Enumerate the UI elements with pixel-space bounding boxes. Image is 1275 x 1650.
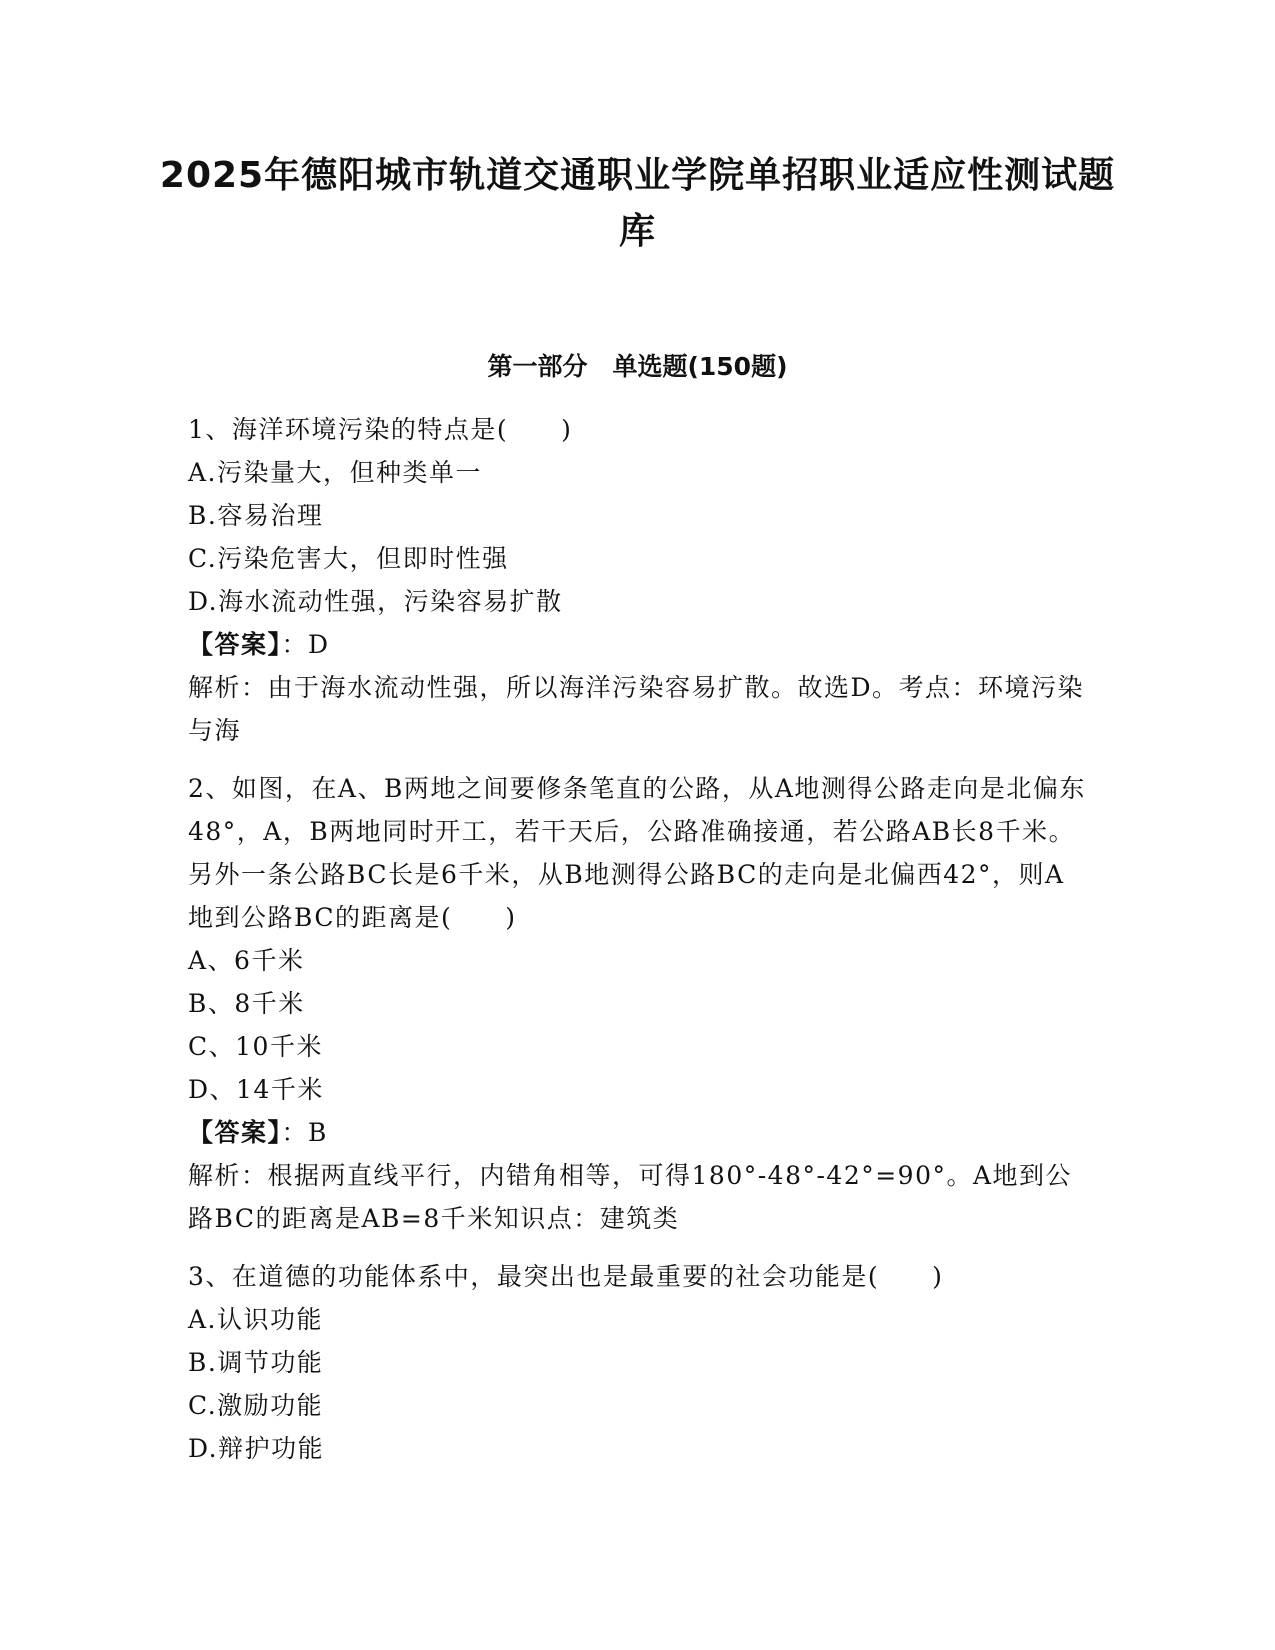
answer-line <box>188 623 1088 666</box>
answer-value: ：D <box>281 630 330 659</box>
answer-label: 【答案】 <box>188 630 282 659</box>
option-b: B.调节功能 <box>188 1348 324 1377</box>
question-stem: 3、在道德的功能体系中，最突出也是最重要的社会功能是( ) <box>188 1262 944 1291</box>
section-title: 第一部分 单选题(150题) <box>487 352 788 381</box>
option-d: D.海水流动性强，污染容易扩散 <box>188 587 563 616</box>
option-a: A、6千米 <box>188 946 305 975</box>
question-stem: 2、如图，在A、B两地之间要修条笔直的公路，从A地测得公路走向是北偏东48°，A，B两地同时开工，若干天后，公路准确接通，若公路AB长8千米。另外一条公路BC长是6千米，从B地测得公路BC的走向是北偏西42°，则A地到公路BC的距离是( ) <box>188 774 1086 932</box>
answer-line <box>188 1111 1088 1154</box>
option-d: D.辩护功能 <box>188 1434 325 1463</box>
option-c: C.激励功能 <box>188 1391 324 1420</box>
question-1 <box>188 408 1088 752</box>
question-2 <box>188 767 1088 1240</box>
analysis-text: 解析：根据两直线平行，内错角相等，可得180°-48°-42°=90°。A地到公路BC的距离是AB=8千米知识点：建筑类 <box>188 1161 1073 1233</box>
option-c: C.污染危害大，但即时性强 <box>188 544 509 573</box>
option-a: A.认识功能 <box>188 1305 324 1334</box>
option-b: B.容易治理 <box>188 501 324 530</box>
question-3 <box>188 1255 1088 1470</box>
analysis-text: 解析：由于海水流动性强，所以海洋污染容易扩散。故选D。考点：环境污染与海 <box>188 673 1085 745</box>
option-d: D、14千米 <box>188 1075 324 1104</box>
answer-label: 【答案】 <box>188 1118 282 1147</box>
answer-value: ：B <box>281 1118 328 1147</box>
question-list <box>188 408 1088 1485</box>
option-c: C、10千米 <box>188 1032 323 1061</box>
document-title: 2025年德阳城市轨道交通职业学院单招职业适应性测试题库 <box>159 155 1116 252</box>
option-b: B、8千米 <box>188 989 305 1018</box>
question-stem: 1、海洋环境污染的特点是( ) <box>188 415 573 444</box>
option-a: A.污染量大，但种类单一 <box>188 458 483 487</box>
